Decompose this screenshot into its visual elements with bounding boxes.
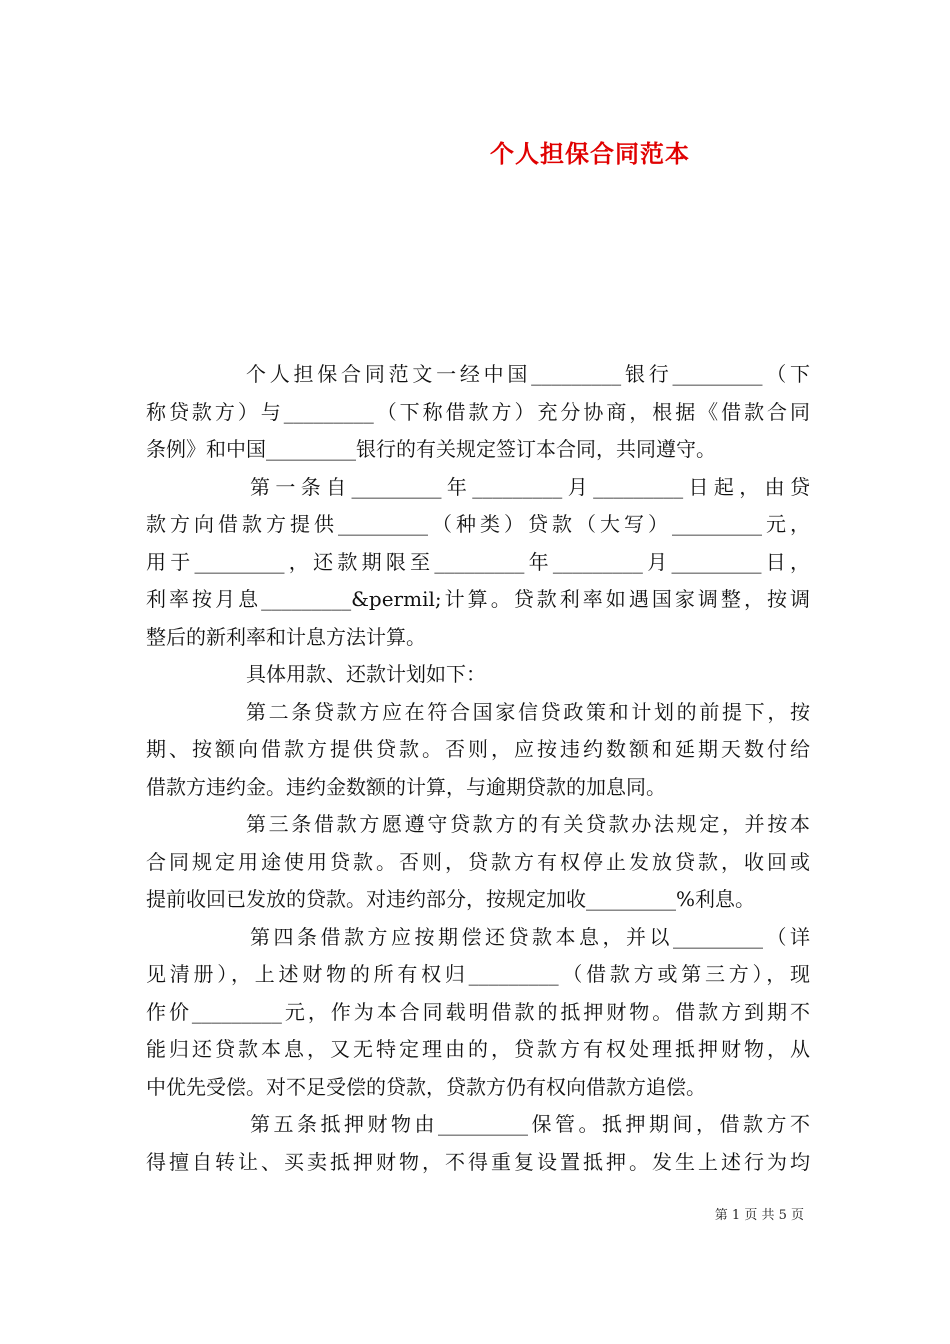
paragraph-line: 整后的新利率和计息方法计算。 <box>146 624 426 649</box>
paragraph-line: 提前收回已发放的贷款。对违约部分，按规定加收_________%利息。 <box>146 887 756 911</box>
paragraph-line: 借款方违约金。违约金数额的计算，与逾期贷款的加息同。 <box>146 774 666 799</box>
paragraph-line: 具体用款、还款计划如下： <box>246 662 486 686</box>
paragraph-line: 第四条借款方应按期偿还贷款本息，并以_________（详 <box>250 924 810 949</box>
paragraph-line: 合同规定用途使用贷款。否则，贷款方有权停止发放贷款，收回或 <box>146 849 810 874</box>
paragraph-line: 第三条借款方愿遵守贷款方的有关贷款办法规定，并按本 <box>246 812 810 836</box>
paragraph-line: 条例》和中国_________银行的有关规定签订本合同，共同遵守。 <box>146 437 716 461</box>
paragraph-line: 用于_________，还款期限至_________年_________月_________日， <box>146 549 810 574</box>
page-footer: 第 1 页 共 5 页 <box>714 1208 804 1223</box>
paragraph-line: 利率按月息_________&permil;计算。贷款利率如遇国家调整，按调 <box>146 587 810 611</box>
document-body <box>146 356 810 1181</box>
paragraph-line: 得擅自转让、买卖抵押财物，不得重复设置抵押。发生上述行为均 <box>146 1149 810 1174</box>
paragraph-line: 第一条自_________年_________月_________日起，由贷 <box>250 474 810 499</box>
paragraph-line: 作价_________元，作为本合同载明借款的抵押财物。借款方到期不 <box>146 999 810 1024</box>
page-title: 个人担保合同范本 <box>490 139 690 168</box>
paragraph-line: 称贷款方）与_________（下称借款方）充分协商，根据《借款合同 <box>146 399 810 424</box>
paragraph-line: 第二条贷款方应在符合国家信贷政策和计划的前提下，按 <box>246 699 810 724</box>
paragraph-line: 个人担保合同范文一经中国_________银行_________（下 <box>246 362 810 386</box>
paragraph-line: 第五条抵押财物由_________保管。抵押期间，借款方不 <box>250 1112 810 1136</box>
paragraph-line: 款方向借款方提供_________（种类）贷款（大写）_________元， <box>146 512 810 536</box>
paragraph-line: 能归还贷款本息，又无特定理由的，贷款方有权处理抵押财物，从 <box>146 1037 810 1061</box>
paragraph-line: 见清册），上述财物的所有权归_________（借款方或第三方），现 <box>146 962 810 986</box>
paragraph-line: 期、按额向借款方提供贷款。否则，应按违约数额和延期天数付给 <box>146 737 810 761</box>
paragraph-line: 中优先受偿。对不足受偿的贷款，贷款方仍有权向借款方追偿。 <box>146 1074 706 1099</box>
